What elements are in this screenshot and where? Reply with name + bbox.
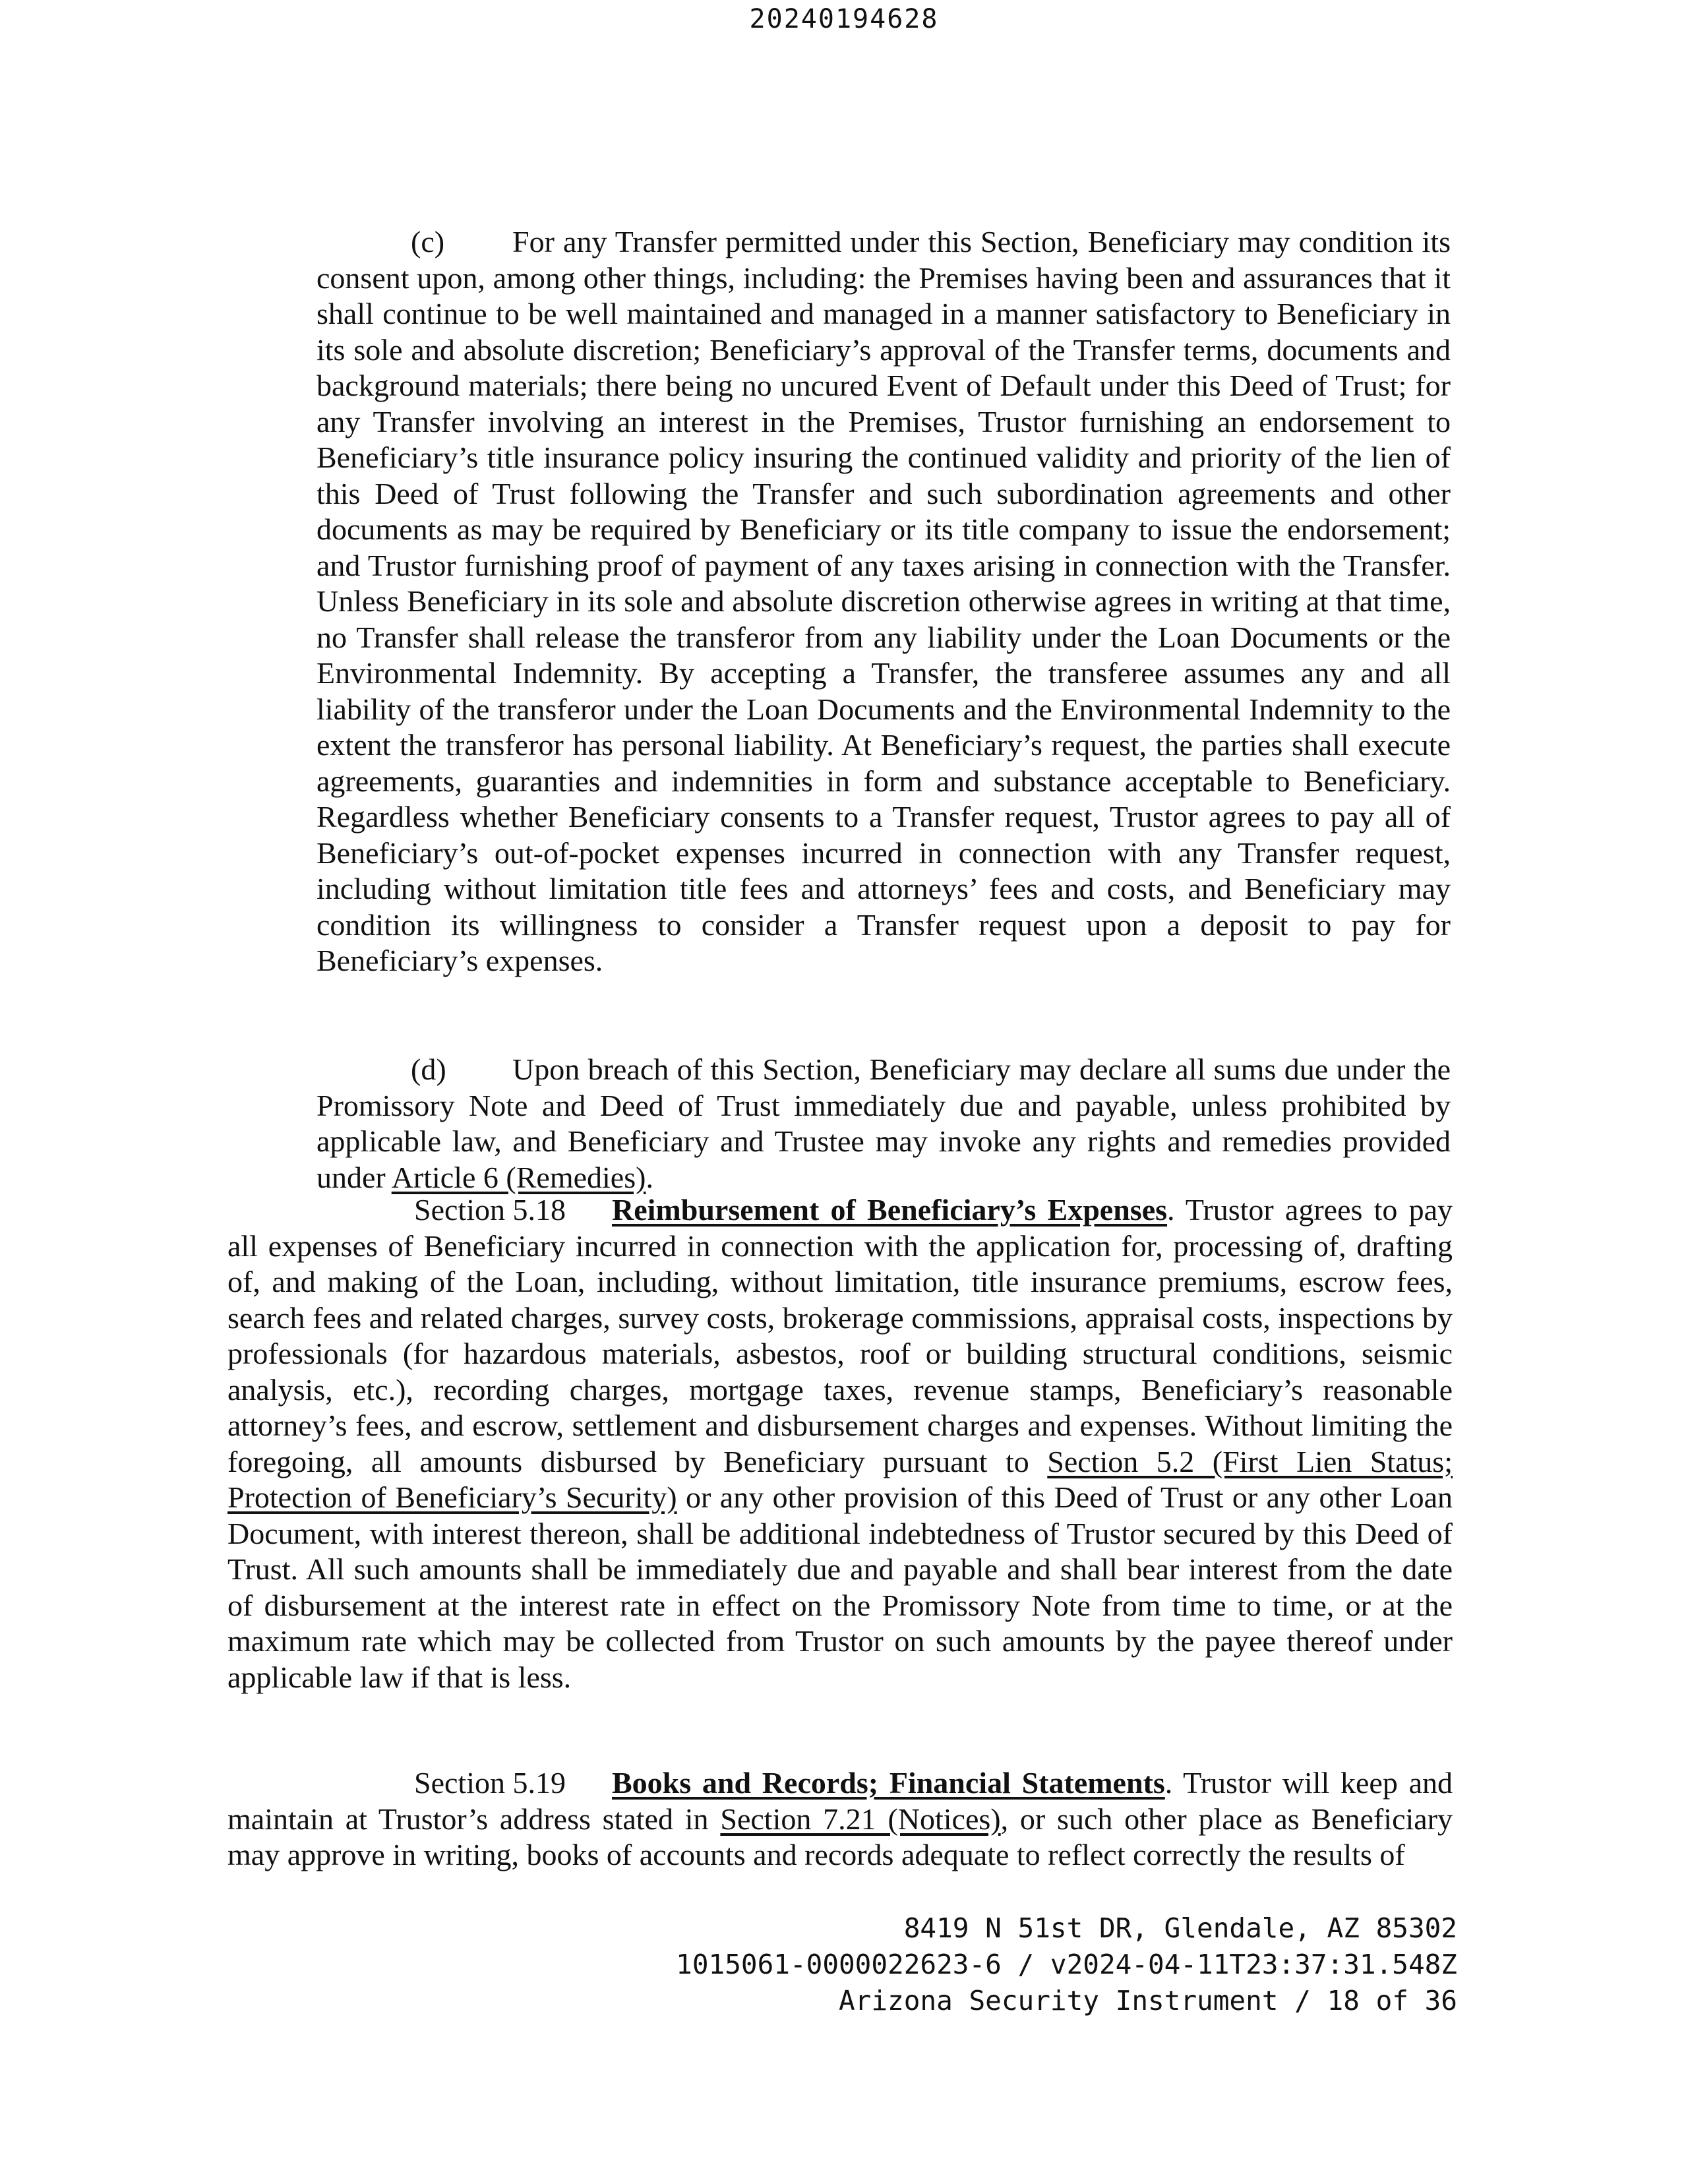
- footer-loan-version: 1015061-0000022623-6 / v2024-04-11T23:37:31.548Z: [676, 1949, 1457, 1980]
- paragraph-c: [316, 224, 1451, 979]
- section-5-18-text: Trustor agrees to pay all expenses of Beneficiary incurred in connection with the application for, processing of, drafting of, and making of the Loan, including, without limitation, title insurance premiums, escrow fees, search fees and related charges, survey costs, brokerage commissions, appraisal costs, inspections by professionals (for hazardous materials, asbestos, roof or building structural conditions, seismic analysis, etc.), recording charges, mortgage taxes, revenue stamps, Beneficiary’s reasonable attorney’s fees, and escrow, settlement and disbursement charges and expenses. Without limiting the foregoing, all amounts disbursed by Beneficiary pursuant to: [227, 1193, 1453, 1478]
- section-5-19: [227, 1765, 1453, 1873]
- section-5-2-link[interactable]: Section 5.2 (First Lien Status; Protection of Beneficiary’s Security): [227, 1444, 1453, 1514]
- section-5-18-label: Section 5.18: [414, 1193, 566, 1227]
- paragraph-d-text: Upon breach of this Section, Beneficiary may declare all sums due under the Promissory Note and Deed of Trust immediately due and payable, unless prohibited by applicable law, and Beneficiary and Trustee may invoke any rights and remedies provided under: [316, 1052, 1451, 1194]
- footer-address: 8419 N 51st DR, Glendale, AZ 85302: [903, 1912, 1457, 1944]
- section-5-19-title: Books and Records; Financial Statements: [612, 1766, 1165, 1800]
- section-5-18-title-end: .: [1167, 1193, 1175, 1227]
- footer-instrument-page: Arizona Security Instrument / 18 of 36: [839, 1985, 1457, 2017]
- page-footer: [600, 1910, 1457, 2019]
- paragraph-c-label: (c): [411, 225, 445, 258]
- paragraph-c-text: For any Transfer permitted under this Section, Beneficiary may condition its consent upon, among other things, including: the Premises having been and assurances that it shall continue to be well maintained and managed in a manner satisfactory to Beneficiary in its sole and absolute discretion; Beneficiary’s approval of the Transfer terms, documents and background materials; there being no uncured Event of Default under this Deed of Trust; for any Transfer involving an interest in the Premises, Trustor furnishing an endorsement to Beneficiary’s title insurance policy insuring the continued validity and priority of the lien of this Deed of Trust following the Transfer and such subordination agreements and other documents as may be required by Beneficiary or its title company to issue the endorsement; and Trustor furnishing proof of payment of any taxes arising in connection with the Transfer. Unless Beneficiary in its sole and absolute discretion otherwise agrees in writing at that time, no Transfer shall release the transferor from any liability under the Loan Documents or the Environmental Indemnity. By accepting a Transfer, the transferee assumes any and all liability of the transferor under the Loan Documents and the Environmental Indemnity to the extent the transferor has personal liability. At Beneficiary’s request, the parties shall execute agreements, guaranties and indemnities in form and substance acceptable to Beneficiary. Regardless whether Beneficiary consents to a Transfer request, Trustor agrees to pay all of Beneficiary’s out-of-pocket expenses incurred in connection with any Transfer request, including without limitation title fees and attorneys’ fees and costs, and Beneficiary may condition its willingness to consider a Transfer request upon a deposit to pay for Beneficiary’s expenses.: [316, 225, 1451, 977]
- section-5-19-text-continued: , or such other place as Beneficiary may approve in writing, books of accounts and records adequate to reflect correctly the results of: [227, 1802, 1453, 1871]
- section-5-19-text: Trustor will keep and maintain at Trustor’s address stated in: [227, 1766, 1453, 1836]
- paragraph-d-text-end: .: [646, 1160, 653, 1194]
- document-number: 20240194628: [749, 4, 939, 34]
- paragraph-d-label: (d): [411, 1052, 446, 1086]
- section-5-18-title: Reimbursement of Beneficiary’s Expenses: [612, 1193, 1168, 1227]
- section-5-19-label: Section 5.19: [414, 1766, 566, 1800]
- section-5-19-title-end: .: [1164, 1766, 1173, 1800]
- article-6-remedies-link[interactable]: Article 6 (Remedies): [391, 1160, 646, 1194]
- paragraph-d: [316, 1052, 1451, 1196]
- section-5-18: [227, 1192, 1453, 1695]
- section-7-21-notices-link[interactable]: Section 7.21 (Notices): [720, 1802, 1001, 1836]
- section-5-18-text-continued: or any other provision of this Deed of Trust or any other Loan Document, with interest thereon, shall be additional indebtedness of Trustor secured by this Deed of Trust. All such amounts shall be immediately due and payable and shall bear interest from the date of disbursement at the interest rate in effect on the Promissory Note from time to time, or at the maximum rate which may be collected from Trustor on such amounts by the payee thereof under applicable law if that is less.: [227, 1480, 1453, 1694]
